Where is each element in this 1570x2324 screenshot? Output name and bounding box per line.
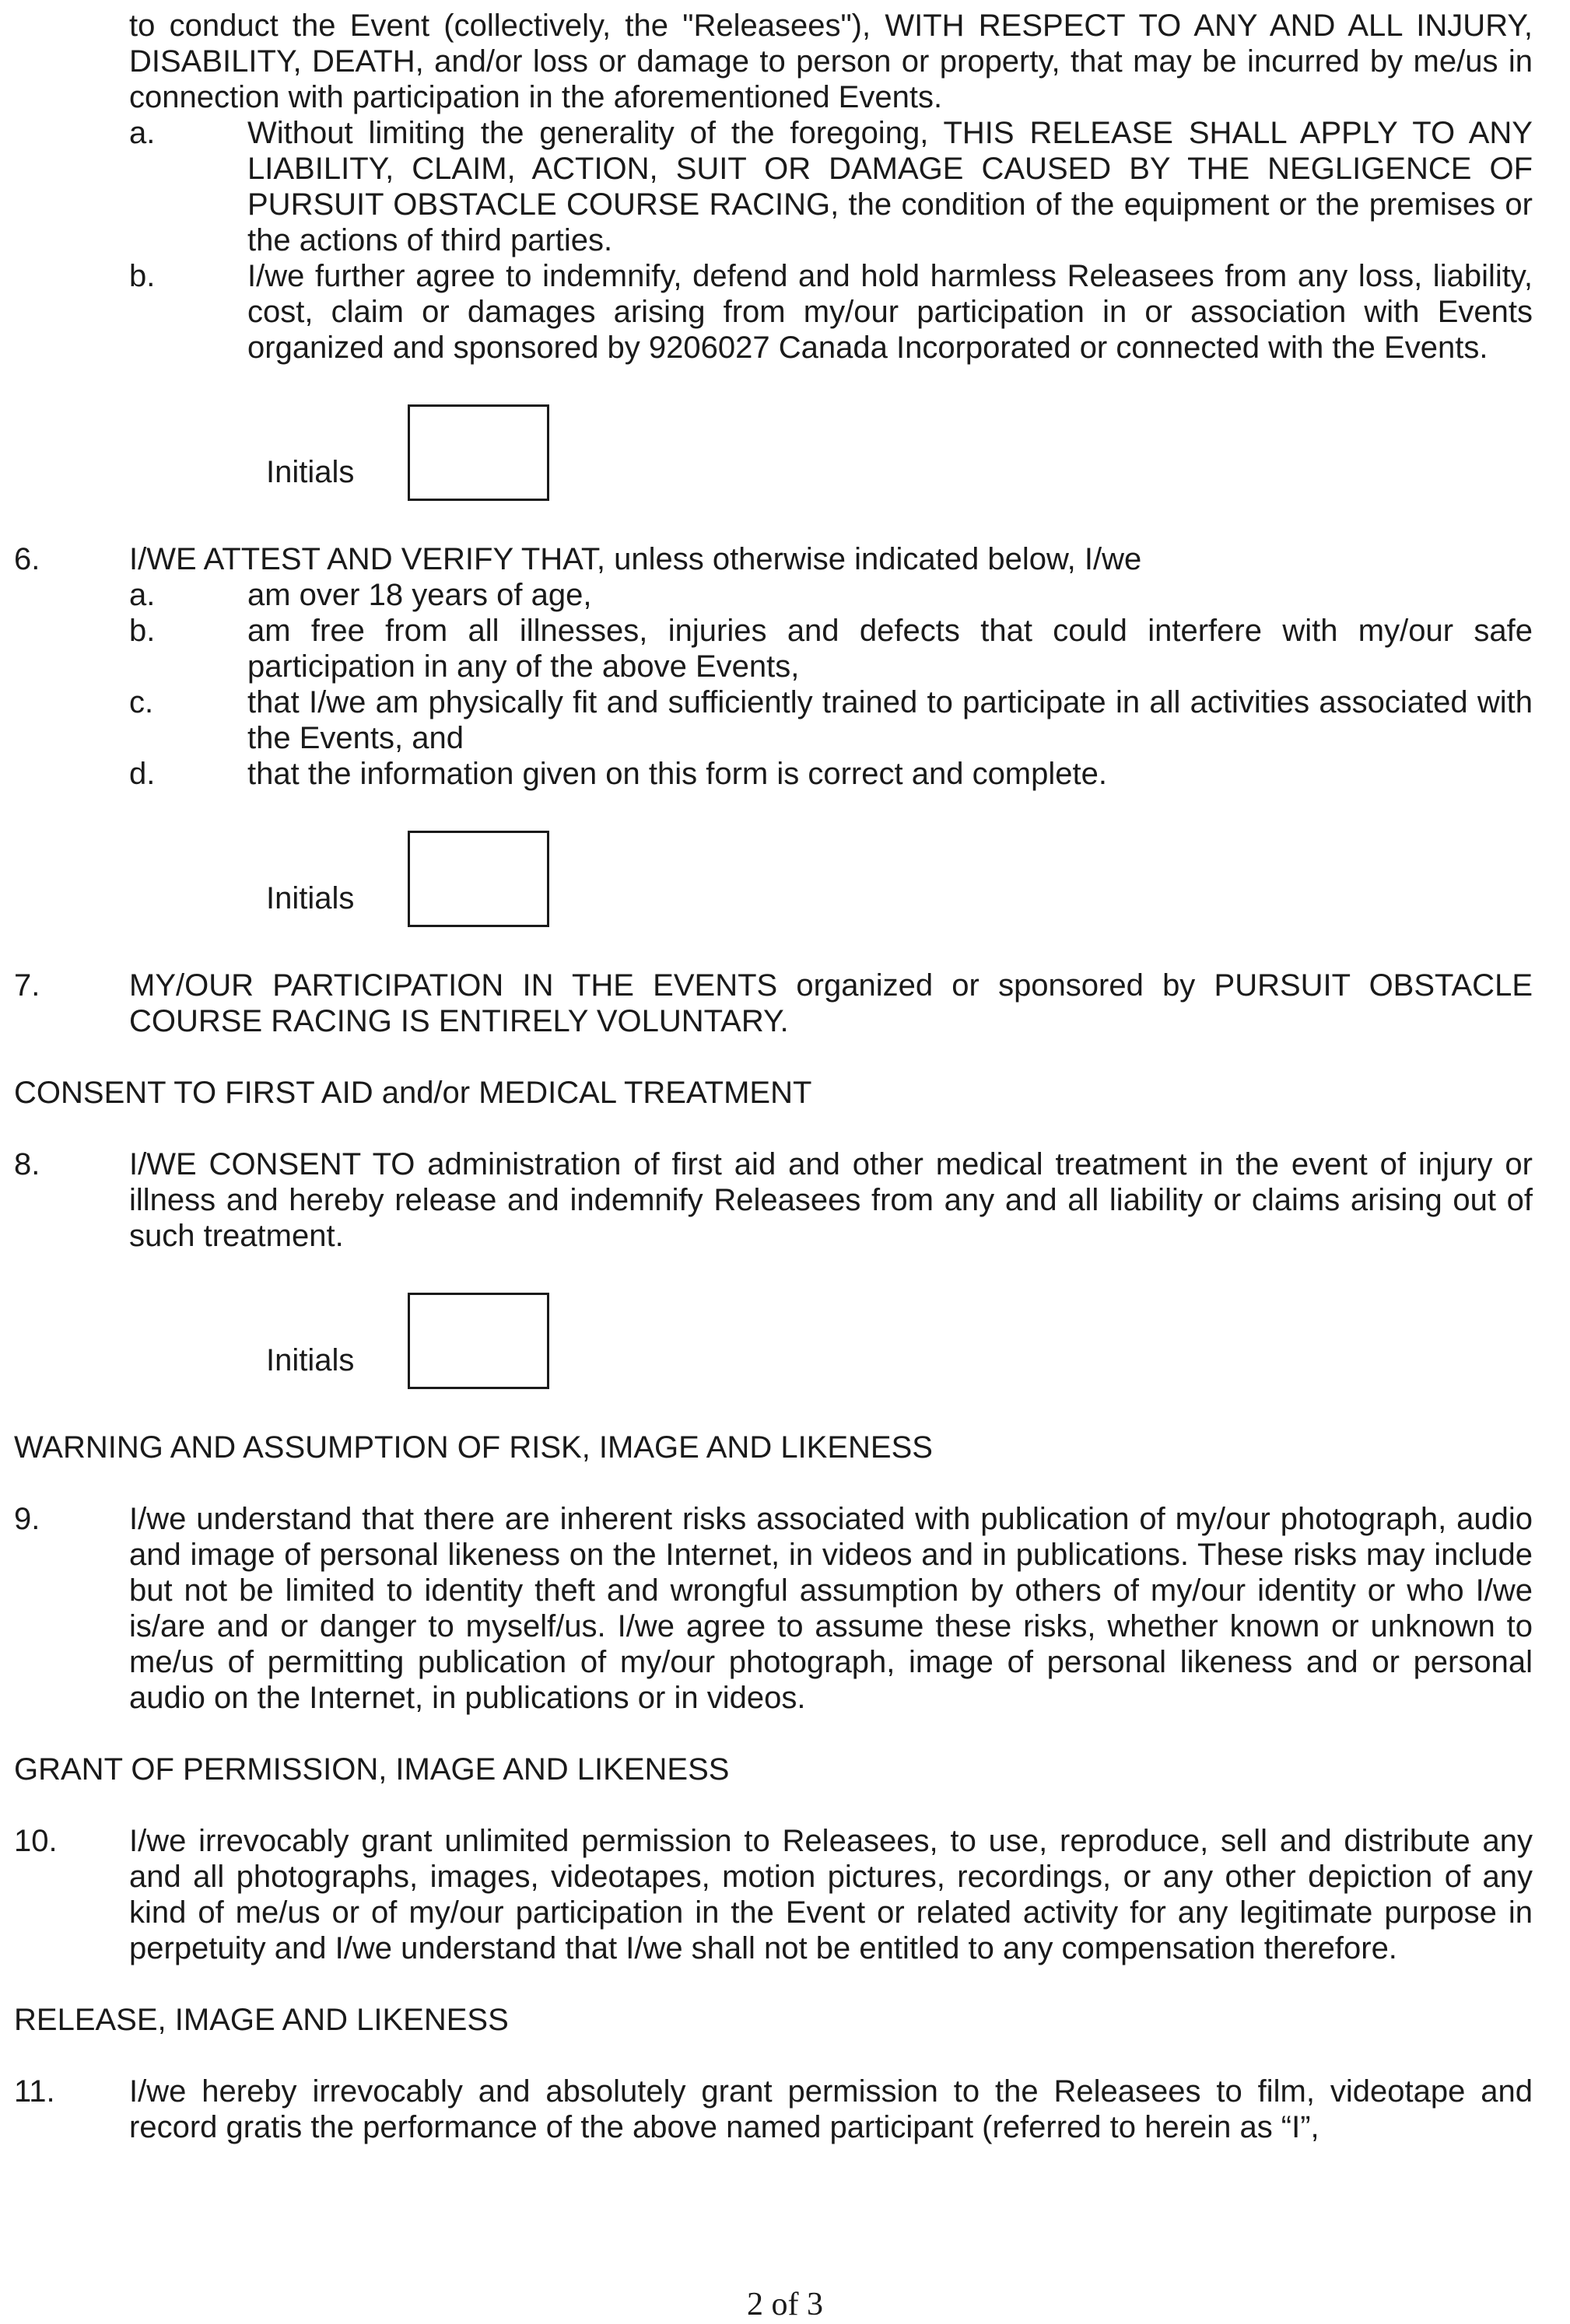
initials-label: Initials	[266, 1343, 355, 1377]
section-6-sub-d	[14, 756, 1533, 792]
spacer	[14, 1787, 1533, 1823]
section-number: 11.	[14, 2074, 55, 2109]
section-6-sub-b	[14, 613, 1533, 684]
sub-letter: c.	[129, 685, 154, 719]
section-6-sub-a	[14, 577, 1533, 613]
section-5-sub-b	[14, 258, 1533, 366]
sub-letter: d.	[129, 757, 156, 791]
section-7	[14, 968, 1533, 1039]
section-text: I/WE ATTEST AND VERIFY THAT, unless otherwise indicated below, I/we	[129, 542, 1142, 576]
section-8	[14, 1146, 1533, 1254]
spacer	[14, 1966, 1533, 2002]
section-11	[14, 2074, 1533, 2145]
initials-box[interactable]	[408, 831, 549, 927]
sub-text: I/we further agree to indemnify, defend and hold harmless Releasees from any loss, liability, cost, claim or damages arising from my/our participation in or association with Events organized and sponsored by 9206027 Canada Incorporated or connected with the Events.	[247, 259, 1533, 365]
spacer	[14, 1039, 1533, 1075]
section-number: 8.	[14, 1147, 40, 1181]
heading-first-aid: CONSENT TO FIRST AID and/or MEDICAL TREATMENT	[14, 1076, 812, 1110]
initials-label: Initials	[266, 881, 355, 915]
section-number: 7.	[14, 968, 40, 1003]
spacer	[14, 1716, 1533, 1752]
initials-label: Initials	[266, 455, 355, 489]
initials-box[interactable]	[408, 404, 549, 501]
section-6	[14, 541, 1533, 577]
heading-grant: GRANT OF PERMISSION, IMAGE AND LIKENESS	[14, 1752, 730, 1787]
initials-block-5	[14, 404, 1533, 502]
section-9	[14, 1501, 1533, 1716]
section-10	[14, 1823, 1533, 1966]
page-number: 2 of 3	[747, 2287, 823, 2322]
initials-box[interactable]	[408, 1293, 549, 1389]
section-number: 10.	[14, 1824, 58, 1858]
spacer	[14, 2038, 1533, 2074]
section-number: 6.	[14, 542, 40, 576]
sub-letter: b.	[129, 614, 156, 648]
heading-release: RELEASE, IMAGE AND LIKENESS	[14, 2003, 509, 2037]
sub-text: am free from all illnesses, injuries and defects that could interfere with my/our safe participation in any of the above Events,	[247, 614, 1533, 684]
spacer	[14, 1111, 1533, 1146]
sub-letter: a.	[129, 116, 156, 150]
section-text: I/WE CONSENT TO administration of first aid and other medical treatment in the event of injury or illness and hereby release and indemnify Releasees from any and all liability or claims arising out of such treatment.	[129, 1147, 1533, 1253]
section-text: I/we hereby irrevocably and absolutely grant permission to the Releasees to film, videotape and record gratis the performance of the above named participant (referred to herein as “I”,	[129, 2074, 1533, 2144]
heading-warning: WARNING AND ASSUMPTION OF RISK, IMAGE AND LIKENESS	[14, 1430, 933, 1465]
initials-block-8	[14, 1293, 1533, 1391]
section-5-sub-a	[14, 115, 1533, 258]
section-6-sub-c	[14, 684, 1533, 756]
waiver-page	[14, 8, 1533, 2145]
sub-text: am over 18 years of age,	[247, 578, 592, 612]
section-number: 9.	[14, 1502, 40, 1536]
spacer	[14, 1465, 1533, 1501]
sub-text: Without limiting the generality of the foregoing, THIS RELEASE SHALL APPLY TO ANY LIABILITY, CLAIM, ACTION, SUIT OR DAMAGE CAUSED BY THE NEGLIGENCE OF PURSUIT OBSTACLE COURSE RACING, the condition of the equipment or the premises or the actions of third parties.	[247, 116, 1533, 257]
section-text: MY/OUR PARTICIPATION IN THE EVENTS organized or sponsored by PURSUIT OBSTACLE COURSE RACING IS ENTIRELY VOLUNTARY.	[129, 968, 1533, 1038]
sub-letter: b.	[129, 259, 156, 293]
sub-text: that the information given on this form is correct and complete.	[247, 757, 1107, 791]
section-text: I/we irrevocably grant unlimited permission to Releasees, to use, reproduce, sell and distribute any and all photographs, images, videotapes, motion pictures, recordings, or any other depiction of any kind of me/us or of my/our participation in the Event or related activity for any legitimate purpose in perpetuity and I/we understand that I/we shall not be entitled to any compensation therefore.	[129, 1824, 1533, 1965]
sub-text: that I/we am physically fit and sufficiently trained to participate in all activities associated with the Events, and	[247, 685, 1533, 755]
section-5-continuation: to conduct the Event (collectively, the "Releasees"), WITH RESPECT TO ANY AND ALL INJURY, DISABILITY, DEATH, and/or loss or damage to person or property, that may be incurred by me/us in connection with participation in the aforementioned Events.	[129, 9, 1533, 114]
initials-block-6	[14, 831, 1533, 929]
section-text: I/we understand that there are inherent risks associated with publication of my/our photograph, audio and image of personal likeness on the Internet, in videos and in publications. These risks may include but not be limited to identity theft and wrongful assumption by others of my/our identity or who I/we is/are and or danger to myself/us. I/we agree to assume these risks, whether known or unknown to me/us of permitting publication of my/our photograph, image of personal likeness and or personal audio on the Internet, in publications or in videos.	[129, 1502, 1533, 1715]
sub-letter: a.	[129, 578, 156, 612]
